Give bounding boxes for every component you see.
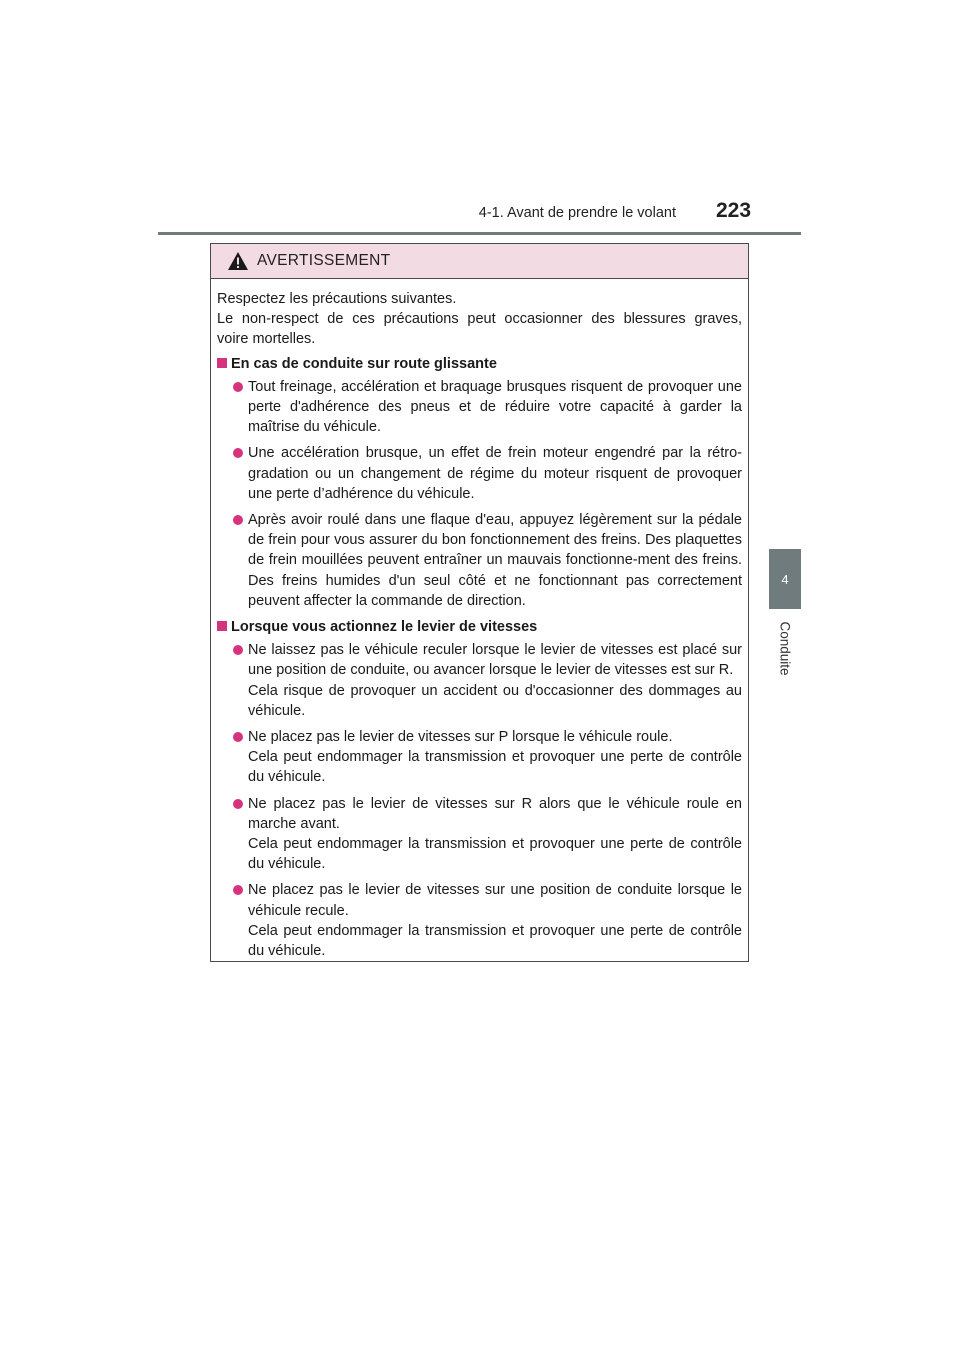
list-item [217, 794, 742, 875]
warning-header [211, 244, 748, 279]
page-number: 223 [716, 199, 752, 222]
square-bullet-icon [217, 621, 227, 631]
warning-triangle-icon [227, 251, 249, 271]
section-heading-text: En cas de conduite sur route glissante [231, 355, 497, 372]
list-item [217, 880, 742, 961]
bullet-text: Ne placez pas le levier de vitesses sur P lorsque le véhicule roule. [248, 729, 673, 746]
chapter-title: Conduite [777, 620, 793, 676]
bullet-text: Ne placez pas le levier de vitesses sur une position de conduite lorsque le véhicule recule. [248, 882, 742, 919]
section-heading-text: Lorsque vous actionnez le levier de vitesses [231, 619, 538, 636]
circle-bullet-icon [233, 382, 243, 392]
bullet-note: Cela risque de provoquer un accident ou d'occasionner des dommages au véhicule. [248, 682, 742, 719]
bullet-text: Une accélération brusque, un effet de frein moteur engendré par la rétro-gradation ou un changement de régime du moteur risquent de provoquer une perte d’adhérence du véhicule. [248, 445, 742, 502]
circle-bullet-icon [233, 732, 243, 742]
chapter-label [775, 618, 795, 678]
list-item [217, 727, 742, 788]
square-bullet-icon [217, 358, 227, 368]
circle-bullet-icon [233, 885, 243, 895]
intro-line: Le non-respect de ces précautions peut occasionner des blessures graves, [217, 311, 742, 328]
bullet-note: Cela peut endommager la transmission et provoquer une perte de contrôle du véhicule. [248, 836, 742, 873]
circle-bullet-icon [233, 799, 243, 809]
list-item [217, 640, 742, 721]
warning-title: AVERTISSEMENT [257, 252, 391, 269]
list-item [217, 510, 742, 611]
warning-body [211, 279, 748, 961]
warning-intro [217, 289, 742, 350]
bullet-note: Cela peut endommager la transmission et provoquer une perte de contrôle du véhicule. [248, 749, 742, 786]
header-section-title: 4-1. Avant de prendre le volant [478, 205, 676, 221]
bullet-text: Ne placez pas le levier de vitesses sur R alors que le véhicule roule en marche avant. [248, 795, 742, 832]
header-rule [158, 232, 801, 235]
list-item [217, 377, 742, 438]
bullet-note: Cela peut endommager la transmission et provoquer une perte de contrôle du véhicule. [248, 922, 742, 960]
bullet-text: Ne laissez pas le véhicule reculer lorsque le levier de vitesses est placé sur une position de conduite, ou avancer lorsque le levier de vitesses est sur R. [248, 642, 742, 679]
intro-line: Respectez les précautions suivantes. [217, 291, 457, 307]
circle-bullet-icon [233, 515, 243, 525]
bullet-text: Après avoir roulé dans une flaque d'eau, appuyez légèrement sur la pédale de frein pour vous assurer du bon fonctionnement des freins. Des plaquettes de frein mouillées peuvent entraîner un mauvais fonctionne-ment des freins. Des freins humides d'un seul côté et ne fonctionnant pas correctement peuvent affecter la commande de direction. [248, 512, 742, 609]
section-heading [217, 354, 742, 374]
intro-line: voire mortelles. [217, 331, 316, 348]
warning-section [217, 354, 742, 611]
circle-bullet-icon [233, 645, 243, 655]
warning-section [217, 617, 742, 961]
chapter-tab[interactable] [769, 549, 801, 609]
bullet-text: Tout freinage, accélération et braquage brusques risquent de provoquer une perte d'adhérence des pneus et de réduire votre capacité à garder la maîtrise du véhicule. [248, 378, 742, 436]
circle-bullet-icon [233, 448, 243, 458]
section-heading [217, 617, 742, 637]
chapter-number: 4 [781, 571, 789, 587]
warning-box [210, 243, 749, 962]
list-item [217, 443, 742, 504]
